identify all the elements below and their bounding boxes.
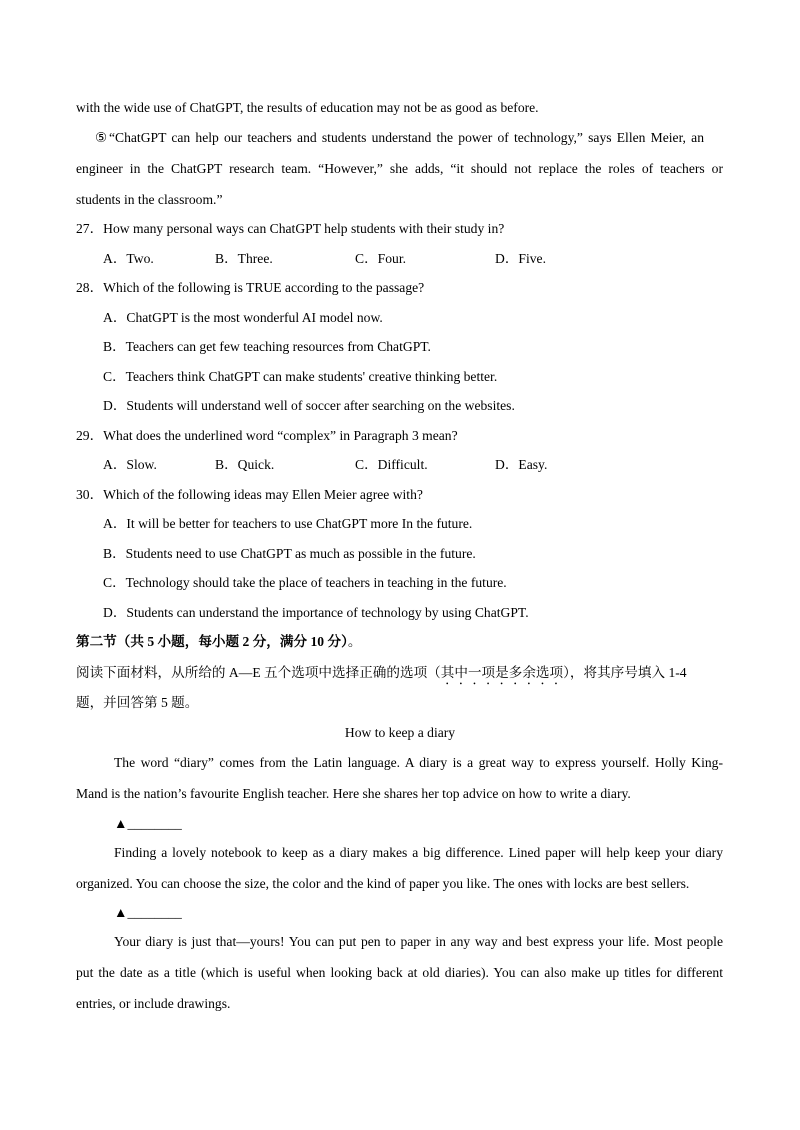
option-b: B．Students need to use ChatGPT as much as possible in the future. (103, 546, 476, 561)
option-a: A．Two. (103, 251, 154, 266)
option-c: C．Difficult. (355, 457, 428, 472)
article-paragraph-line: entries, or include drawings. (76, 996, 231, 1011)
instructions-emphasis: 其中一项是多余选项 (440, 665, 564, 680)
question-29-stem: 29．What does the underlined word “complex” in Paragraph 3 mean? (76, 428, 458, 443)
section-2-instructions (76, 664, 687, 688)
option-d: D．Students will understand well of soccer after searching on the websites. (103, 398, 515, 413)
passage-line: with the wide use of ChatGPT, the results of education may not be as good as before. (76, 100, 539, 115)
article-paragraph-line: Mand is the nation’s favourite English teacher. Here she shares her top advice on how to write a diary. (76, 786, 631, 801)
answer-blank-2: ▲________ (114, 905, 182, 920)
option-a: A．It will be better for teachers to use ChatGPT more In the future. (103, 516, 473, 531)
question-30-stem: 30．Which of the following ideas may Ellen Meier agree with? (76, 487, 423, 502)
article-paragraph-line: organized. You can choose the size, the color and the kind of paper you like. The ones with locks are best sellers. (76, 876, 690, 891)
paragraph-5-line: students in the classroom.” (76, 192, 223, 207)
option-d: D．Easy. (495, 457, 548, 472)
question-28-stem: 28．Which of the following is TRUE according to the passage? (76, 280, 425, 295)
paragraph-5-line: ⑤“ChatGPT can help our teachers and students understand the power of technology,” says Ellen Meier, an (95, 130, 704, 145)
section-2-heading (76, 633, 361, 651)
question-27-stem: 27．How many personal ways can ChatGPT help students with their study in? (76, 221, 505, 236)
article-paragraph-line: Your diary is just that—yours! You can put pen to paper in any way and best express your life. Most people (114, 934, 723, 949)
section-2-heading-dot: 。 (347, 634, 362, 649)
option-a: A．ChatGPT is the most wonderful AI model now. (103, 310, 383, 325)
instructions-text: 阅读下面材料，从所给的 A—E 五个选项中选择正确的选项（ (76, 665, 441, 680)
paragraph-5-line: engineer in the ChatGPT research team. “However,” she adds, “it should not replace the roles of teachers or (76, 161, 723, 176)
option-b: B．Three. (215, 251, 273, 266)
article-title: How to keep a diary (344, 725, 456, 740)
option-a: A．Slow. (103, 457, 157, 472)
option-d: D．Five. (495, 251, 546, 266)
option-c: C．Four. (355, 251, 406, 266)
section-2-instructions-line2: 题，并回答第 5 题。 (76, 695, 199, 710)
option-d: D．Students can understand the importance of technology by using ChatGPT. (103, 605, 529, 620)
option-b: B．Teachers can get few teaching resources from ChatGPT. (103, 339, 431, 354)
article-paragraph-line: The word “diary” comes from the Latin language. A diary is a great way to express yourself. Holly King- (114, 755, 723, 770)
article-paragraph-line: Finding a lovely notebook to keep as a diary makes a big difference. Lined paper will help keep your diary (114, 845, 723, 860)
instructions-text: ），将其序号填入 1-4 (563, 665, 687, 680)
option-b: B．Quick. (215, 457, 275, 472)
section-2-heading-text: 第二节（共 5 小题，每小题 2 分，满分 10 分） (76, 634, 348, 649)
article-paragraph-line: put the date as a title (which is useful when looking back at old diaries). You can also make up titles for different (76, 965, 723, 980)
option-c: C．Teachers think ChatGPT can make students' creative thinking better. (103, 369, 498, 384)
option-c: C．Technology should take the place of teachers in teaching in the future. (103, 575, 507, 590)
answer-blank-1: ▲________ (114, 816, 182, 831)
